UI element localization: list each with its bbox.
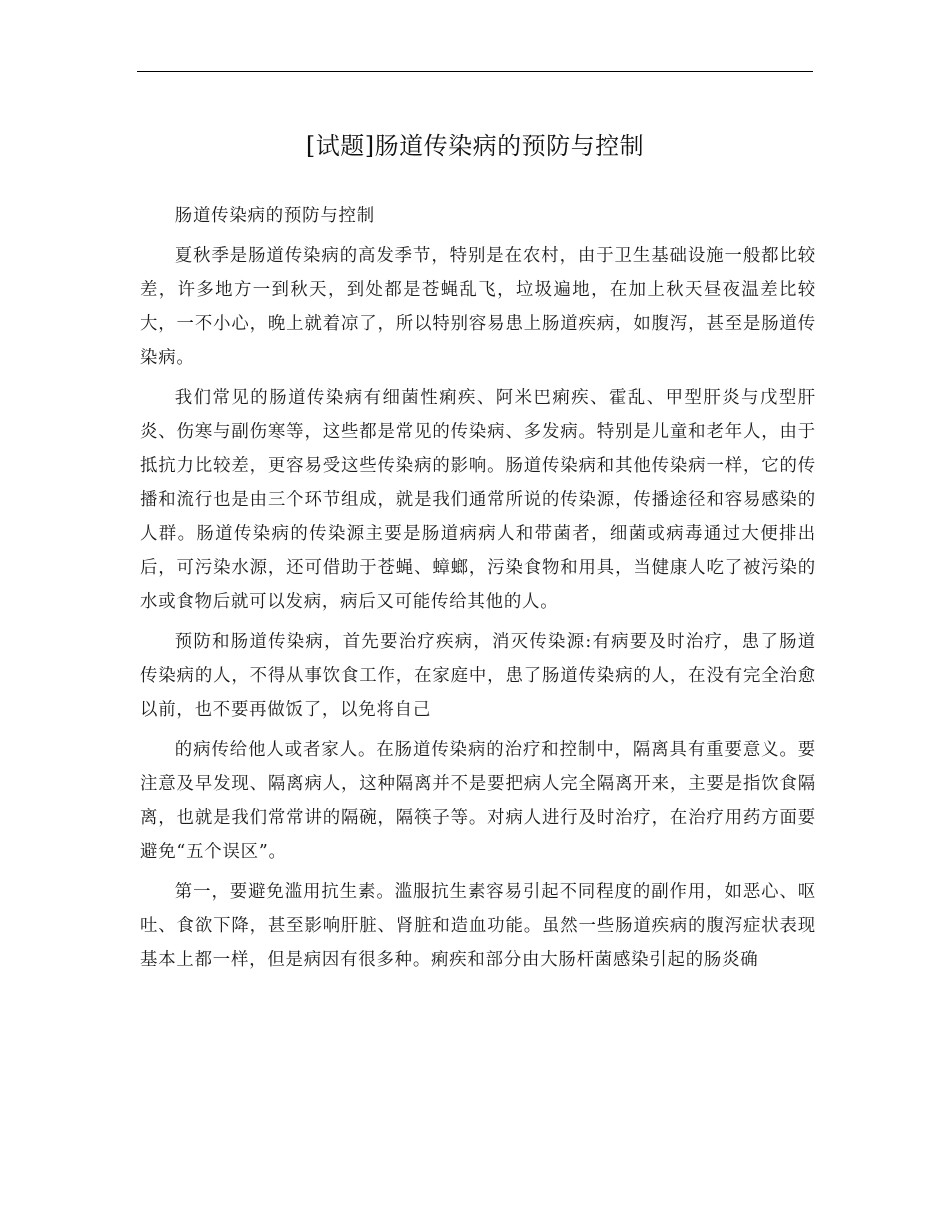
paragraph-4: 的病传给他人或者家人。在肠道传染病的治疗和控制中，隔离具有重要意义。要注意及早发现、隔离病人，这种隔离并不是要把病人完全隔离开来，主要是指饮食隔离，也就是我们常常讲的隔碗，隔筷子等。对病人进行及时治疗，在治疗用药方面要避免“五个误区”。 — [140, 740, 816, 862]
paragraph-3: 预防和肠道传染病，首先要治疗疾病，消灭传染源:有病要及时治疗，患了肠道传染病的人，不得从事饮食工作，在家庭中，患了肠道传染病的人，在没有完全治愈以前，也不要再做饭了，以免将自己 — [140, 632, 816, 720]
paragraph-5: 第一，要避免滥用抗生素。滥服抗生素容易引起不同程度的副作用，如恶心、呕吐、食欲下降，甚至影响肝脏、肾脏和造血功能。虽然一些肠道疾病的腹泻症状表现基本上都一样，但是病因有很多种。痢疾和部分由大肠杆菌感染引起的肠炎确 — [140, 882, 816, 970]
paragraph-2: 我们常见的肠道传染病有细菌性痢疾、阿米巴痢疾、霍乱、甲型肝炎与戊型肝炎、伤寒与副伤寒等，这些都是常见的传染病、多发病。特别是儿童和老年人，由于抵抗力比较差，更容易受这些传染病的影响。肠道传染病和其他传染病一样，它的传播和流行也是由三个环节组成，就是我们通常所说的传染源，传播途径和容易感染的人群。肠道传染病的传染源主要是肠道病病人和带菌者，细菌或病毒通过大便排出后，可污染水源，还可借助于苍蝇、蟑螂，污染食物和用具，当健康人吃了被污染的水或食物后就可以发病，病后又可能传给其他的人。 — [140, 388, 816, 612]
document-title: [试题]肠道传染病的预防与控制 — [305, 132, 645, 160]
header-rule — [137, 71, 813, 72]
paragraph-1: 夏秋季是肠道传染病的高发季节，特别是在农村，由于卫生基础设施一般都比较差，许多地方一到秋天，到处都是苍蝇乱飞，垃圾遍地，在加上秋天昼夜温差比较大，一不小心，晚上就着凉了，所以特别容易患上肠道疾病，如腹泻，甚至是肠道传染病。 — [140, 246, 816, 368]
document-body — [140, 199, 816, 983]
section-heading: 肠道传染病的预防与控制 — [174, 206, 375, 226]
